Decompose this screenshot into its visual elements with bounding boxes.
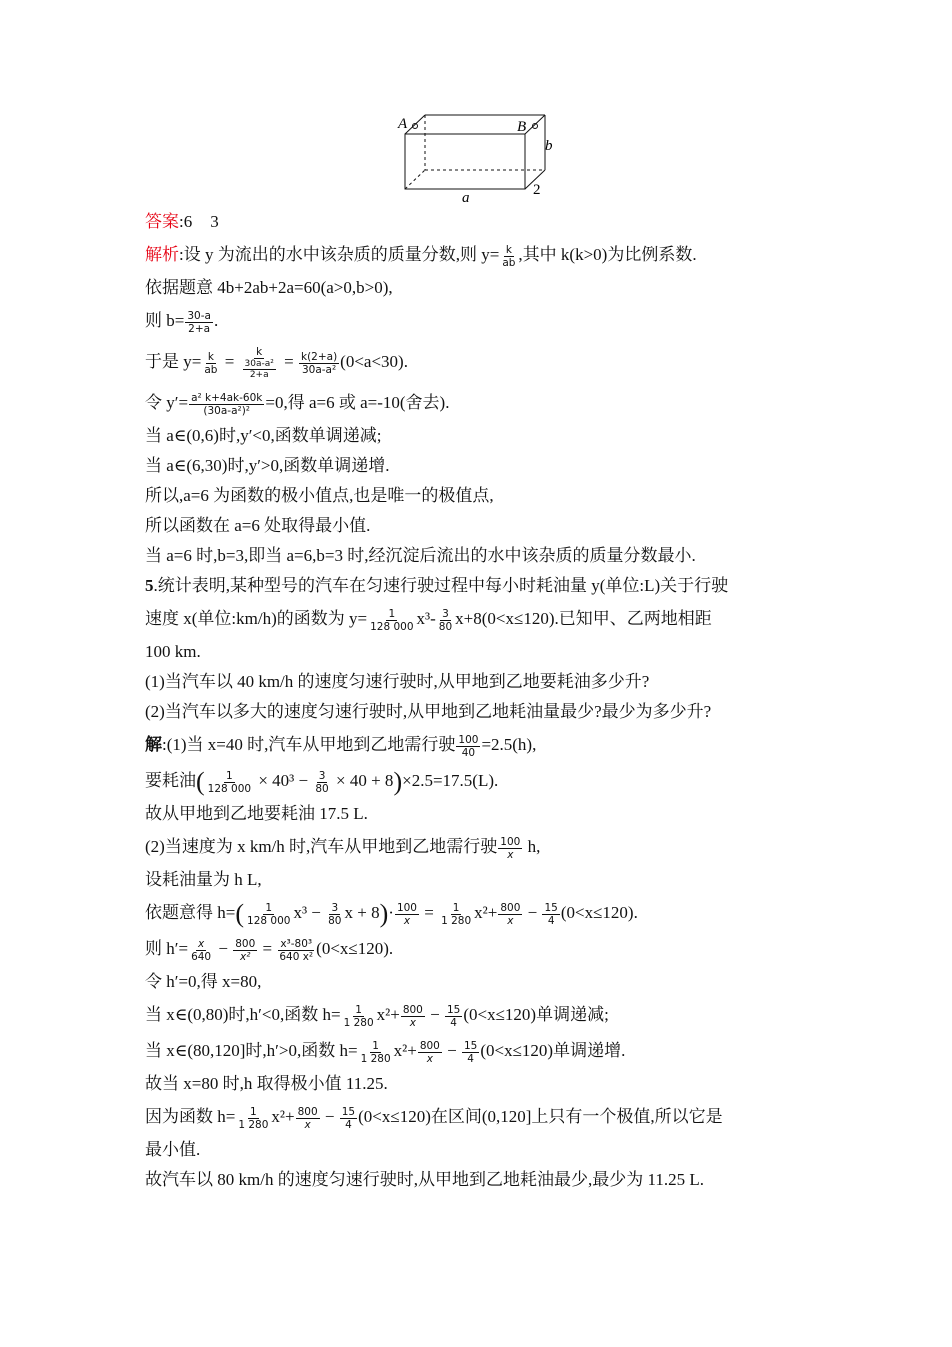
text: (0<x≤120)在区间(0,120]上只有一个极值,所以它是 — [358, 1107, 723, 1126]
numerator: 15 — [446, 1003, 461, 1016]
numerator: x — [197, 937, 205, 950]
answer-value-1: 6 — [183, 212, 193, 231]
text: (0<x≤120). — [560, 903, 638, 922]
text: − — [527, 903, 538, 922]
denominator: 1 280 — [360, 1052, 391, 1065]
problem-number: 5 — [145, 576, 154, 595]
text: x²+ — [474, 903, 498, 922]
text: (2)当速度为 x km/h 时,汽车从甲地到乙地需行驶 — [145, 837, 498, 856]
solution-line-11: 故当 x=80 时,h 取得极小值 11.25. — [145, 1074, 388, 1093]
solution-line-1 — [145, 727, 815, 763]
text: 当 x∈(0,80)时,h′<0,函数 h= — [145, 1005, 341, 1024]
text: (0<x≤120)单调递增. — [480, 1041, 626, 1060]
text: 令 y′= — [145, 393, 189, 412]
label-a-bottom: a — [462, 190, 470, 204]
fraction — [359, 1040, 393, 1065]
fraction — [395, 902, 419, 927]
analysis-line-2: 依据题意 4b+2ab+2a=60(a>0,b>0), — [145, 278, 393, 297]
numerator: 1 — [250, 1105, 257, 1118]
denominator: 2+a — [188, 322, 211, 335]
equals: = — [262, 939, 273, 958]
problem-5-line-3: 100 km. — [145, 642, 201, 661]
equals: = — [224, 352, 235, 371]
fraction — [437, 608, 454, 633]
answer-line: 答案:6 3 — [145, 212, 219, 231]
numerator: 1 — [265, 901, 273, 914]
text: × 40³ − — [258, 771, 309, 790]
solution-line-12 — [145, 1099, 815, 1135]
denominator: 4 — [450, 1016, 457, 1029]
numerator: 15 — [463, 1039, 478, 1052]
dot: · — [388, 903, 394, 922]
numerator: 800 — [419, 1039, 440, 1052]
denominator: 4 — [467, 1052, 474, 1065]
numerator: 800 — [402, 1003, 423, 1016]
fraction — [342, 1004, 376, 1029]
label-a-top: A — [398, 116, 408, 132]
text: .统计表明,某种型号的汽车在匀速行驶过程中每小时耗油量 y(单位:L)关于行驶 — [153, 576, 729, 595]
text: =2.5(h), — [481, 735, 537, 754]
denominator: (30a-a²)² — [203, 404, 251, 417]
fraction — [236, 1106, 270, 1131]
question-1: (1)当汽车以 40 km/h 的速度匀速行驶时,从甲地到乙地要耗油多少升? — [145, 672, 650, 691]
numerator: 800 — [500, 901, 521, 914]
fraction — [189, 392, 264, 417]
denominator: 30a-a² — [301, 363, 337, 376]
denominator: x — [426, 1052, 433, 1065]
equals: = — [284, 352, 294, 371]
fraction — [299, 351, 339, 376]
analysis-line-9: 所以函数在 a=6 处取得最小值. — [145, 516, 371, 535]
solution-line-9 — [145, 997, 815, 1033]
analysis-line-8: 所以,a=6 为函数的极小值点,也是唯一的极值点, — [145, 486, 494, 505]
right-paren: ) — [379, 899, 389, 929]
numerator: 100 — [500, 835, 521, 848]
numerator: k — [505, 243, 512, 256]
answer-label: 答案 — [145, 212, 179, 231]
fraction — [326, 902, 343, 927]
text: x³ − — [293, 903, 321, 922]
denominator: 80 — [315, 782, 329, 795]
cuboid-diagram — [395, 108, 575, 204]
text: 因为函数 h= — [145, 1107, 236, 1126]
fraction — [189, 938, 213, 963]
denominator: x² — [240, 950, 251, 963]
numerator: a² k+4ak-60k — [191, 391, 263, 404]
text: − — [218, 939, 228, 958]
right-paren: ) — [393, 767, 403, 797]
text: − — [324, 1107, 335, 1126]
fraction — [368, 608, 415, 633]
fraction — [498, 836, 522, 861]
text: x+8(0<x≤120).已知甲、乙两地相距 — [455, 609, 712, 628]
denominator: 2+a — [249, 370, 269, 381]
text: x + 8 — [344, 903, 380, 922]
fraction — [401, 1004, 425, 1029]
numerator: 800 — [297, 1105, 318, 1118]
answer-value-2: 3 — [210, 212, 219, 231]
analysis-line-10: 当 a=6 时,b=3,即当 a=6,b=3 时,经沉淀后流出的水中该杂质的质量分数最小. — [145, 546, 696, 565]
fraction — [462, 1040, 479, 1065]
denominator: x — [409, 1016, 416, 1029]
denominator: 640 x² — [279, 950, 314, 963]
inner-fraction — [243, 359, 276, 380]
numerator: k — [256, 346, 263, 359]
denominator: 1 280 — [238, 1118, 269, 1131]
denominator: 1 280 — [343, 1016, 374, 1029]
text: :设 y 为流出的水中该杂质的质量分数,则 y= — [179, 245, 500, 264]
fraction — [445, 1004, 462, 1029]
denominator: 4 — [345, 1118, 352, 1131]
text: ,其中 k(k>0)为比例系数. — [518, 245, 697, 264]
numerator: k(2+a) — [300, 350, 338, 363]
numerator: 100 — [396, 901, 417, 914]
numerator: 3 — [331, 901, 339, 914]
numerator: 800 — [235, 937, 256, 950]
solution-line-13: 最小值. — [145, 1140, 201, 1159]
text: :(1)当 x=40 时,汽车从甲地到乙地需行驶 — [162, 735, 456, 754]
fraction — [313, 770, 330, 795]
fraction — [456, 734, 480, 759]
denominator: 128 000 — [370, 620, 414, 633]
solution-line-6 — [145, 895, 815, 931]
numerator: 1 — [388, 607, 396, 620]
fraction — [277, 938, 315, 963]
fraction — [202, 351, 219, 376]
left-paren: ( — [235, 899, 245, 929]
numerator: 15 — [544, 901, 558, 914]
fraction — [498, 902, 522, 927]
analysis-label: 解析 — [145, 245, 179, 264]
analysis-line-6: 当 a∈(0,6)时,y′<0,函数单调递减; — [145, 426, 382, 445]
analysis-line-5 — [145, 385, 815, 421]
numerator: 1 — [452, 901, 460, 914]
numerator: 30a-a² — [244, 359, 274, 370]
text: h, — [523, 837, 541, 856]
fraction — [185, 310, 213, 335]
question-2: (2)当汽车以多大的速度匀速行驶时,从甲地到乙地耗油量最少?最少为多少升? — [145, 702, 712, 721]
analysis-line-3 — [145, 303, 815, 339]
fraction — [206, 770, 253, 795]
denominator: 80 — [438, 620, 453, 633]
text: 速度 x(单位:km/h)的函数为 y= — [145, 609, 368, 628]
denominator: 128 000 — [247, 914, 291, 927]
text: ×2.5=17.5(L). — [402, 771, 499, 790]
numerator: 3 — [318, 769, 326, 782]
fraction — [233, 938, 257, 963]
text: 依题意得 h= — [145, 903, 236, 922]
numerator: 1 — [355, 1003, 362, 1016]
solution-line-10 — [145, 1033, 815, 1069]
label-2: 2 — [533, 182, 541, 198]
analysis-line-7: 当 a∈(6,30)时,y′>0,函数单调递增. — [145, 456, 390, 475]
solution-line-14: 故汽车以 80 km/h 的速度匀速行驶时,从甲地到乙地耗油最少,最少为 11.25 L. — [145, 1170, 704, 1189]
solution-line-5: 设耗油量为 h L, — [145, 870, 262, 889]
solution-line-8: 令 h′=0,得 x=80, — [145, 972, 262, 991]
numerator: 15 — [341, 1105, 356, 1118]
denominator: x — [507, 848, 514, 861]
denominator: ab — [204, 363, 218, 376]
denominator: 128 000 — [207, 782, 252, 795]
numerator: k — [207, 350, 214, 363]
text: − — [447, 1041, 457, 1060]
denominator: 80 — [328, 914, 342, 927]
denominator: 1 280 — [441, 914, 472, 927]
text: x³- — [416, 609, 436, 628]
label-b-top: B — [517, 119, 527, 135]
solve-label: 解 — [145, 735, 162, 754]
text: 当 x∈(80,120]时,h′>0,函数 h= — [145, 1041, 358, 1060]
compound-fraction — [240, 346, 279, 380]
text: x²+ — [393, 1041, 417, 1060]
document-body — [145, 207, 815, 1195]
text: x²+ — [271, 1107, 295, 1126]
fraction — [296, 1106, 320, 1131]
text: =0,得 a=6 或 a=-10(舍去). — [265, 393, 450, 412]
analysis-line-1 — [145, 237, 815, 273]
problem-5-line-2 — [145, 601, 815, 637]
denominator: x — [507, 914, 514, 927]
text: 则 b= — [145, 311, 185, 330]
numerator: 3 — [442, 607, 449, 620]
fraction — [542, 902, 559, 927]
left-paren: ( — [196, 767, 205, 797]
problem-5-line-1 — [145, 571, 815, 601]
denominator: 40 — [461, 746, 476, 759]
text: − — [430, 1005, 440, 1024]
text: 要耗油 — [145, 771, 196, 790]
label-b-side: b — [545, 138, 553, 154]
fraction — [418, 1040, 442, 1065]
denominator: 640 — [191, 950, 212, 963]
denominator: x — [403, 914, 411, 927]
text: . — [213, 311, 219, 330]
equals: = — [424, 903, 434, 922]
text: × 40 + 8 — [336, 771, 394, 790]
cuboid-figure — [395, 108, 575, 209]
solution-line-3: 故从甲地到乙地要耗油 17.5 L. — [145, 804, 368, 823]
denominator: 4 — [547, 914, 555, 927]
numerator: 100 — [458, 733, 479, 746]
denominator: x — [304, 1118, 311, 1131]
denominator: ab — [502, 256, 516, 269]
solution-line-7 — [145, 931, 815, 967]
numerator: x³-80³ — [280, 937, 313, 950]
text: (0<x≤120)单调递减; — [463, 1005, 609, 1024]
fraction — [245, 902, 292, 927]
denominator — [240, 359, 279, 380]
fraction — [439, 902, 473, 927]
solution-line-2 — [145, 763, 815, 799]
text: (0<a<30). — [340, 352, 408, 371]
solution-line-4 — [145, 829, 815, 865]
text: 则 h′= — [145, 939, 189, 958]
numerator: 1 — [372, 1039, 379, 1052]
text: 于是 y= — [145, 352, 202, 371]
fraction — [340, 1106, 357, 1131]
text: (0<x≤120). — [316, 939, 394, 958]
fraction — [500, 244, 517, 269]
numerator: 30-a — [187, 309, 211, 322]
text: x²+ — [376, 1005, 400, 1024]
analysis-line-4 — [145, 339, 815, 385]
numerator: 1 — [226, 769, 233, 782]
